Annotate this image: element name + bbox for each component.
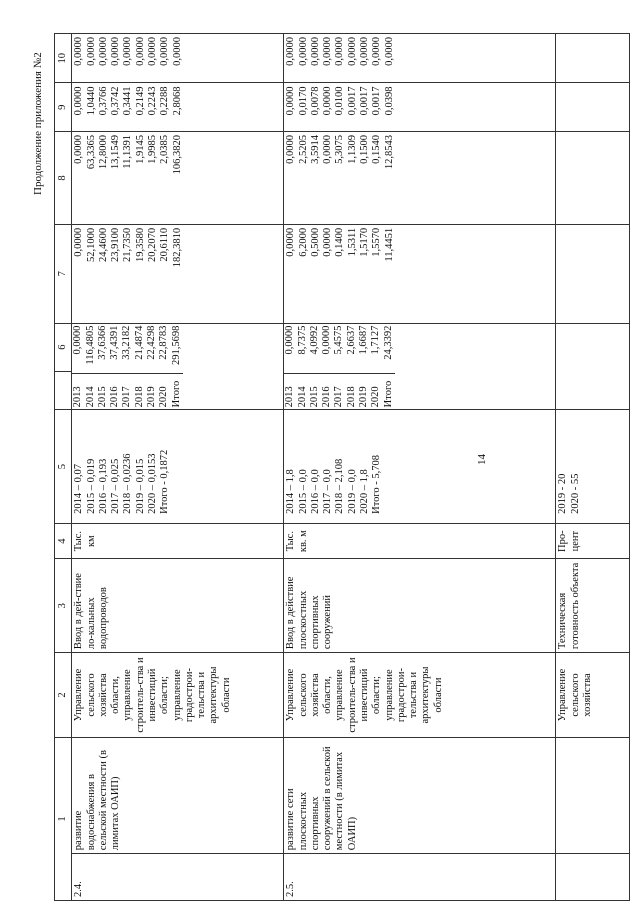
page-number: 14: [476, 454, 488, 465]
funding-total-cell: [72, 323, 284, 410]
col8-value: 106,3820: [171, 135, 183, 175]
target-value: 2020 - 55: [569, 473, 581, 514]
col10-value: 0,0000: [122, 37, 134, 66]
col9-value: 0,0100: [334, 86, 346, 116]
col8-value: 13,1549: [110, 135, 122, 170]
col8-value: 0,1500: [358, 135, 370, 164]
row-number: 2.4.: [72, 854, 284, 901]
total-value: 22,4298: [145, 325, 157, 360]
col8-cell: [556, 132, 630, 225]
col9-cell: [72, 83, 284, 132]
col9-value: 0,0398: [383, 86, 395, 116]
col9-value: 0,3742: [110, 86, 122, 116]
target-value: Итого - 0,1872: [159, 449, 171, 514]
targets-cell: [72, 410, 284, 524]
appendix-title: Продолжение приложения №2: [32, 52, 44, 195]
program-table: [54, 33, 630, 901]
total-value: 33,2182: [121, 325, 133, 360]
total-value: 291,5698: [170, 325, 182, 366]
col9-cell: [284, 83, 556, 132]
col8-value: 63,3365: [85, 135, 97, 170]
col7-value: 20,2070: [146, 227, 158, 262]
col9-value: 0,0017: [358, 86, 370, 116]
year-label: 2013: [72, 386, 84, 408]
year-label: Итого: [170, 380, 182, 408]
year-label: 2013: [284, 386, 296, 408]
col7-value: 182,3810: [171, 227, 183, 268]
unit-cell: Тыс. км: [72, 523, 284, 559]
total-value: 22,8783: [158, 325, 170, 360]
executor-cell: Управление сельского хозяйства области, управление строитель-ства и инвестиций области; управление градострои-тельства и архитектуры области: [284, 653, 556, 738]
col10-value: 0,0000: [297, 37, 309, 66]
col10-value: 0,0000: [73, 37, 85, 66]
total-value: 8,7375: [296, 325, 308, 355]
total-value: 2,6637: [345, 325, 357, 355]
col7-value: 1,5570: [371, 227, 383, 257]
measure-name: развитие водоснабжения в сельской местности (в лимитах ОАИП): [72, 738, 284, 854]
year-label: 2018: [133, 386, 145, 408]
target-value: Итого - 5,708: [371, 454, 383, 514]
total-value: 4,0992: [308, 325, 320, 355]
indicator-cell: Техническая готовность объекта: [556, 559, 630, 653]
col8-value: 5,3075: [334, 135, 346, 164]
target-value: 2018 – 2,108: [334, 458, 346, 514]
col10-cell: [284, 34, 556, 84]
col8-value: 12,8543: [383, 135, 395, 170]
col9-value: 2,8068: [171, 86, 183, 116]
col9-cell: [556, 83, 630, 132]
total-value: 0,0000: [321, 325, 333, 355]
year-label: 2015: [308, 386, 320, 408]
year-label: 2017: [333, 386, 345, 408]
indicator-cell: Ввод в дей-ствие ло-кальных водопроводов: [72, 559, 284, 653]
table-row: [284, 34, 556, 901]
col7-value: 0,0000: [73, 227, 85, 257]
col10-value: 0,0000: [309, 37, 321, 66]
year-label: 2016: [109, 386, 121, 408]
col7-value: 52,1000: [85, 227, 97, 262]
total-value: 0,0000: [72, 325, 84, 355]
col8-cell: [284, 132, 556, 225]
col8-value: 2,0385: [159, 135, 171, 164]
funding-total-cell: [556, 323, 630, 410]
col9-value: 0,0000: [285, 86, 297, 116]
col10-value: 0,0000: [358, 37, 370, 66]
col10-cell: [72, 34, 284, 84]
target-value: 2015 – 0,019: [85, 458, 97, 514]
col10-value: 0,0000: [171, 37, 183, 66]
row-number: [556, 854, 630, 901]
col8-value: 11,1391: [122, 135, 134, 169]
header-cell-8: 8: [55, 132, 72, 225]
measure-name: [556, 738, 630, 854]
header-cell-4: 4: [55, 523, 72, 559]
col8-value: 12,8000: [97, 135, 109, 170]
col7-value: 19,3580: [134, 227, 146, 262]
col7-cell: [284, 224, 556, 323]
executor-cell: Управление сельского хозяйства области, управление строитель-ства и инвестиций области; управление градострои-тельства и архитектуры области: [72, 653, 284, 738]
year-label: Итого: [382, 380, 394, 408]
col9-value: 0,0017: [371, 86, 383, 116]
col10-cell: [556, 34, 630, 84]
col8-value: 0,1540: [371, 135, 383, 164]
row-number: 2.5.: [284, 854, 556, 901]
col9-value: 0,0000: [73, 86, 85, 116]
year-label: 2019: [357, 386, 369, 408]
target-value: 2018 – 0,0236: [122, 453, 134, 514]
funding-total-cell: [284, 323, 556, 410]
header-cell-7: 7: [55, 224, 72, 323]
col10-value: 0,0000: [134, 37, 146, 66]
col7-value: 21,7350: [122, 227, 134, 262]
col8-value: 3,5914: [309, 135, 321, 164]
col9-value: 0,3441: [122, 86, 134, 116]
unit-cell: Тыс. кв. м: [284, 523, 556, 559]
col10-value: 0,0000: [334, 37, 346, 66]
total-value: 116,4805: [84, 325, 96, 365]
col7-value: 6,2000: [297, 227, 309, 257]
col7-value: 0,0000: [322, 227, 334, 257]
header-cell-10: 10: [55, 34, 72, 84]
table-row: [556, 34, 630, 901]
header-cell-6: 6: [55, 323, 72, 410]
col10-value: 0,0000: [383, 37, 395, 66]
col9-value: 0,2288: [159, 86, 171, 116]
col8-value: 0,0000: [322, 135, 334, 164]
year-label: 2017: [121, 386, 133, 408]
col8-value: 1,1309: [346, 135, 358, 164]
year-label: 2015: [96, 386, 108, 408]
col8-value: 1,9985: [146, 135, 158, 164]
header-cell-2: 2: [55, 653, 72, 738]
target-value: 2016 – 0,193: [97, 458, 109, 514]
col10-value: 0,0000: [110, 37, 122, 66]
unit-cell: Про-цент: [556, 523, 630, 559]
col7-value: 0,1400: [334, 227, 346, 257]
total-value: 37,4391: [109, 325, 121, 360]
target-value: 2014 – 1,8: [285, 469, 297, 514]
col7-value: 1,5170: [358, 227, 370, 257]
year-label: 2020: [158, 386, 170, 408]
header-cell-3: 3: [55, 559, 72, 653]
col7-cell: [556, 224, 630, 323]
total-value: 5,4575: [333, 325, 345, 355]
col10-value: 0,0000: [159, 37, 171, 66]
total-value: 1,7127: [370, 325, 382, 355]
target-value: 2019 – 0,015: [134, 458, 146, 514]
year-label: 2014: [296, 386, 308, 408]
indicator-cell: Ввод в действие плоскостных спортивных сооружений: [284, 559, 556, 653]
target-value: 2020 – 1,8: [358, 469, 370, 514]
col9-value: 0,0000: [322, 86, 334, 116]
total-value: 0,0000: [284, 325, 296, 355]
total-value: 24,3392: [382, 325, 394, 360]
col8-value: 1,9145: [134, 135, 146, 164]
col7-value: 24,4600: [97, 227, 109, 262]
col10-value: 0,0000: [97, 37, 109, 66]
target-value: 2020 – 0,0153: [146, 453, 158, 514]
col9-value: 0,0170: [297, 86, 309, 116]
col9-value: 0,2243: [146, 86, 158, 116]
targets-cell: [284, 410, 556, 524]
header-cell-5: 5: [55, 410, 72, 524]
year-label: 2018: [345, 386, 357, 408]
year-label: 2019: [145, 386, 157, 408]
col9-value: 1,0440: [85, 86, 97, 116]
measure-name: развитие сети плоскостных спортивных сооружений в сельской местности (в лимитах ОАИП): [284, 738, 556, 854]
header-cell-9: 9: [55, 83, 72, 132]
total-value: 37,6366: [96, 325, 108, 360]
col8-value: 0,0000: [285, 135, 297, 164]
target-value: 2017 – 0,025: [110, 458, 122, 514]
target-value: 2017 – 0,0: [322, 469, 334, 514]
col8-value: 0,0000: [73, 135, 85, 164]
target-value: 2019 – 0,0: [346, 469, 358, 514]
col9-value: 0,3766: [97, 86, 109, 116]
target-value: 2015 – 0,0: [297, 469, 309, 514]
col7-value: 0,5000: [309, 227, 321, 257]
col10-value: 0,0000: [85, 37, 97, 66]
col7-value: 23,9100: [110, 227, 122, 262]
target-value: 2016 – 0,0: [309, 469, 321, 514]
col8-value: 2,5205: [297, 135, 309, 164]
total-value: 21,4874: [133, 325, 145, 360]
col8-cell: [72, 132, 284, 225]
col7-value: 20,6110: [159, 227, 171, 262]
col10-value: 0,0000: [346, 37, 358, 66]
col9-value: 0,0078: [309, 86, 321, 116]
targets-cell: [556, 410, 630, 524]
col9-value: 0,2149: [134, 86, 146, 116]
year-label: 2016: [321, 386, 333, 408]
year-label: 2020: [370, 386, 382, 408]
table-row: [72, 34, 284, 901]
col10-value: 0,0000: [371, 37, 383, 66]
header-row: [55, 34, 72, 901]
col9-value: 0,0017: [346, 86, 358, 116]
total-value: 1,6687: [357, 325, 369, 355]
col7-value: 11,4451: [383, 227, 395, 262]
col10-value: 0,0000: [285, 37, 297, 66]
col7-value: 0,0000: [285, 227, 297, 257]
col7-cell: [72, 224, 284, 323]
target-value: 2019 - 20: [557, 473, 569, 514]
col10-value: 0,0000: [322, 37, 334, 66]
executor-cell: Управление сельского хозяйства: [556, 653, 630, 738]
year-label: 2014: [84, 386, 96, 408]
col10-value: 0,0000: [146, 37, 158, 66]
target-value: 2014 – 0,07: [73, 464, 85, 514]
col7-value: 1,5311: [346, 227, 358, 257]
header-cell-1: 1: [55, 738, 72, 901]
